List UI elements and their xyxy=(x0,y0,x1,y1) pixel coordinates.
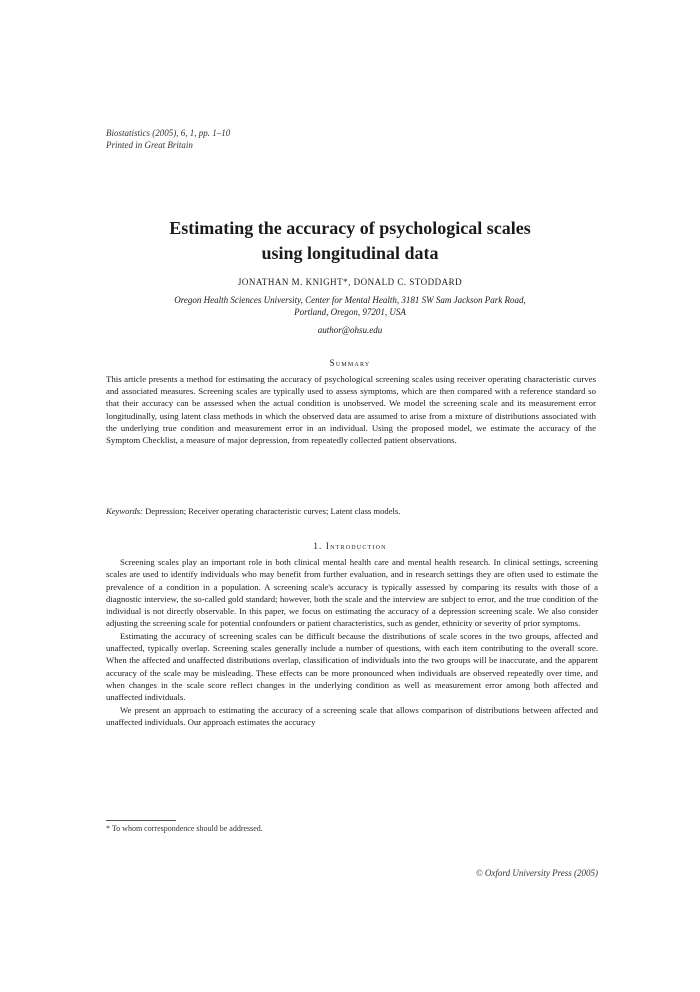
author-list: JONATHAN M. KNIGHT*, DONALD C. STODDARD xyxy=(237,277,463,287)
abstract-text: This article presents a method for estimating the accuracy of psychological screening scales using receiver operating characteristic curves and associated measures. Screening scales are typically used to assess symptoms, which are then compared with a reference standard so that their accuracy can be assessed when the actual condition is unobserved. We model the screening scale and its measurement error longitudinally, using latent class methods in which the observed data are assumed to arise from a mixture of distributions associated with the underlying true condition and measurement error in an individual. Using the proposed model, we estimate the accuracy of the Symptom Checklist, a measure of major depression, from repeatedly collected patient observations. xyxy=(106,374,596,446)
introduction-heading: 1. Introduction xyxy=(313,541,387,551)
journal-printed-in: Printed in Great Britain xyxy=(106,140,193,150)
author-email: author@ohsu.edu xyxy=(317,325,383,335)
affiliation-line-2: Portland, Oregon, 97201, USA xyxy=(294,307,406,317)
journal-citation: Biostatistics (2005), 6, 1, pp. 1–10 xyxy=(106,128,231,138)
abstract-heading: Summary xyxy=(329,358,371,368)
keywords xyxy=(106,505,596,517)
affiliation-line-1: Oregon Health Sciences University, Center for Mental Health, 3181 SW Sam Jackson Park Road, xyxy=(174,295,526,305)
author-affiliation xyxy=(130,294,570,318)
footnote-divider xyxy=(106,820,176,821)
paper-title-line-1: Estimating the accuracy of psychological scales xyxy=(169,218,531,238)
journal-info xyxy=(106,127,230,151)
introduction-paragraph: Screening scales play an important role in both clinical mental health care and mental health research. In clinical settings, screening scales are used to identify individuals who may benefit from further evaluation, and in research settings they are often used to estimate the prevalence of a condition in a population. A screening scale's accuracy is typically assessed by comparing its results with those of a diagnostic interview, the so-called gold standard; however, both the scale and the interview are subject to error, and the true condition of the individual is not directly observable. In this paper, we focus on estimating the accuracy of a depression screening scale. We also consider adjusting the screening scale for potential confounders or patient characteristics, such as gender, ethnicity or severity of prior symptoms. xyxy=(106,557,598,629)
keywords-text: Depression; Receiver operating characteristic curves; Latent class models. xyxy=(145,506,401,516)
copyright-notice: © Oxford University Press (2005) xyxy=(475,868,598,878)
keywords-label: Keywords: xyxy=(106,506,143,516)
introduction-paragraph: We present an approach to estimating the accuracy of a screening scale that allows comparison of distributions between affected and unaffected individuals. Our approach estimates the accuracy xyxy=(106,704,598,727)
introduction-body xyxy=(106,556,598,728)
paper-title-line-2: using longitudinal data xyxy=(261,243,439,263)
footnote: * To whom correspondence should be addressed. xyxy=(106,824,263,833)
introduction-paragraph: Estimating the accuracy of screening scales can be difficult because the distributions of scale scores in the two groups, affected and unaffected, typically overlap. Screening scales generally include a number of questions, with each item contributing to the overall score. When the affected and unaffected distributions overlap, classification of individuals into the two groups will be inaccurate, and the apparent accuracy of the scale may be misleading. These effects can be more pronounced when individuals are observed repeatedly over time, and when changes in the scale score reflect changes in the underlying condition as well as measurement error among both affected and unaffected individuals. xyxy=(106,630,598,703)
paper-title xyxy=(100,216,600,266)
